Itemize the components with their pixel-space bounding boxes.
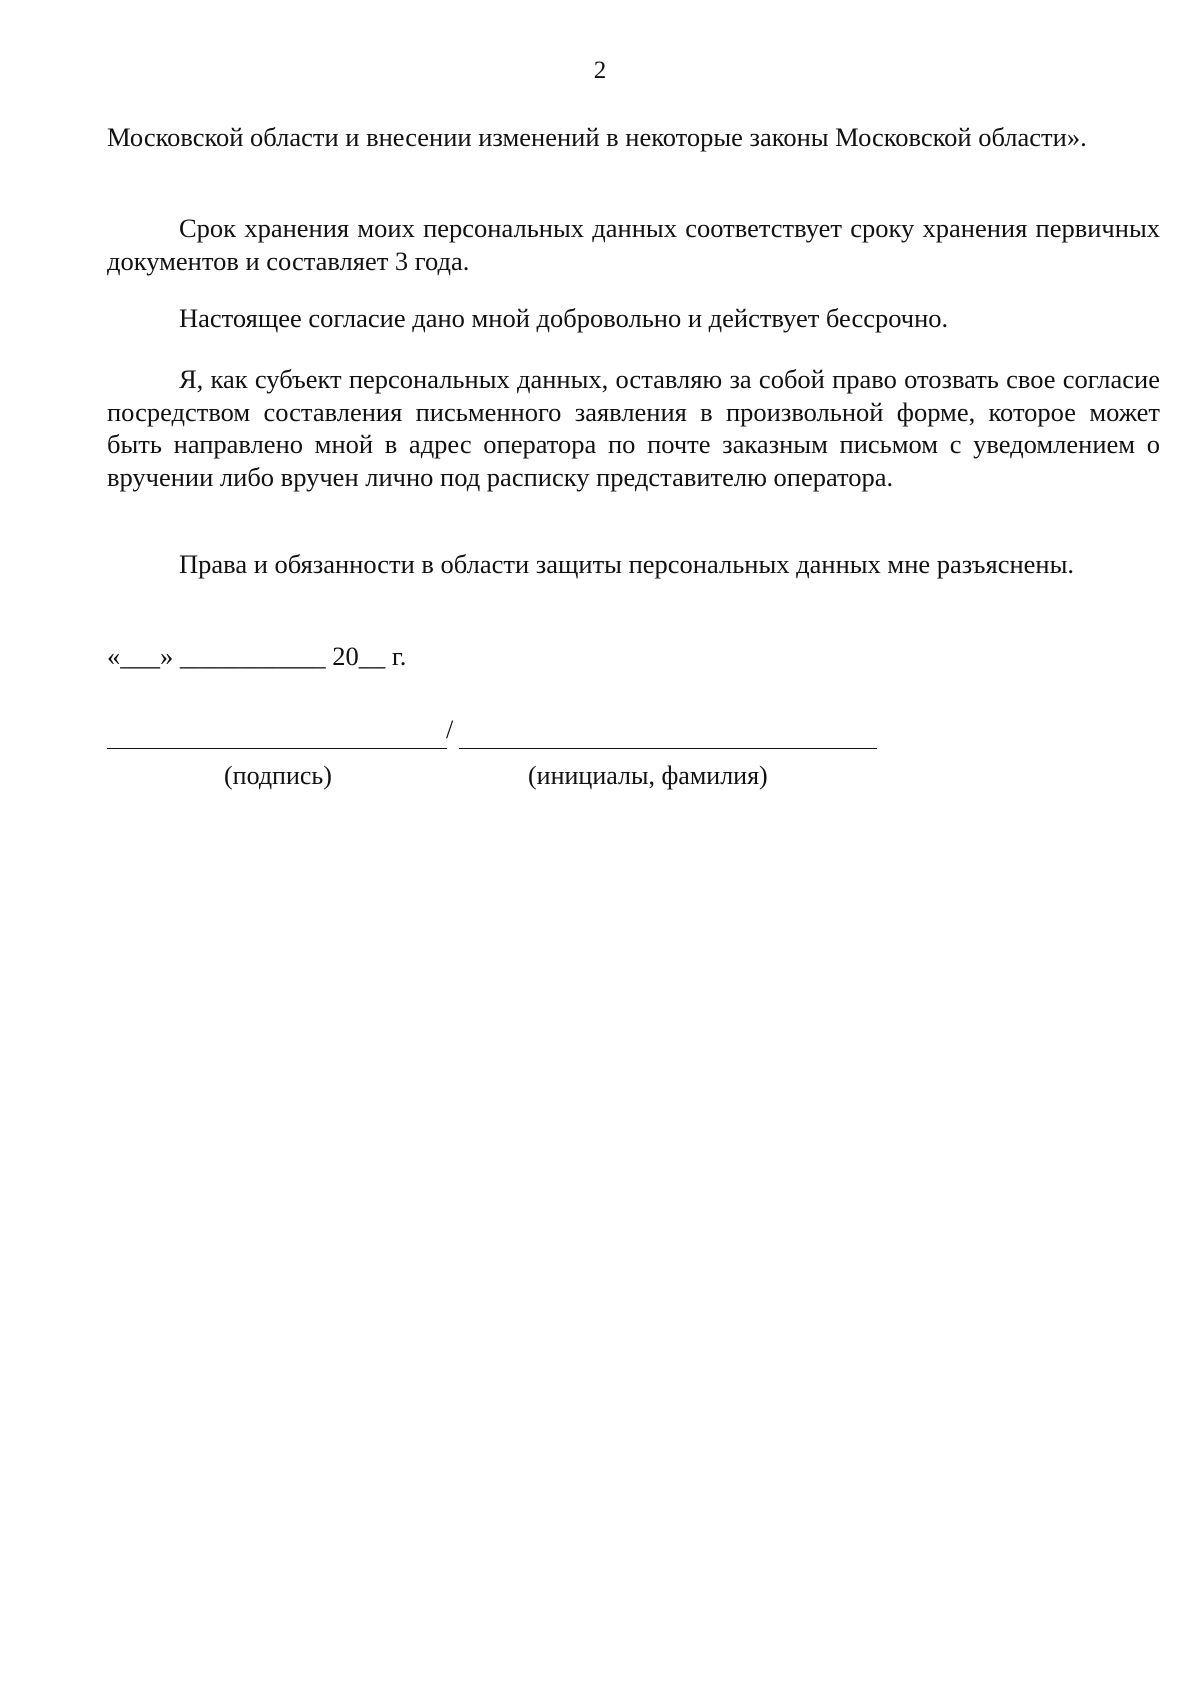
name-caption: (инициалы, фамилия) (528, 761, 768, 790)
signature-line (107, 748, 447, 749)
paragraph-consent-withdrawal: Я, как субъект персональных данных, оставляю за собой право отозвать свое согласие посредством составления письменного заявления в произвольной форме, которое может быть направлено мной в адрес оператора по почте заказным письмом с уведомлением о вручении либо вручен лично под расписку представителю оператора. (107, 364, 1160, 492)
date-field: «___» ___________ 20__ г. (107, 641, 407, 671)
page-number: 2 (593, 57, 607, 84)
paragraph-rights-explained: Права и обязанности в области защиты персональных данных мне разъяснены. (179, 549, 1075, 579)
paragraph-law-reference: Московской области и внесении изменений в некоторые законы Московской области». (107, 122, 1087, 152)
paragraph-storage-period: Срок хранения моих персональных данных соответствует сроку хранения первичных документов и составляет 3 года. (107, 213, 1160, 276)
signature-caption: (подпись) (224, 761, 332, 790)
paragraph-consent-validity: Настоящее согласие дано мной добровольно и действует бессрочно. (179, 303, 949, 333)
name-line (459, 748, 877, 749)
signature-separator: / (446, 715, 454, 744)
